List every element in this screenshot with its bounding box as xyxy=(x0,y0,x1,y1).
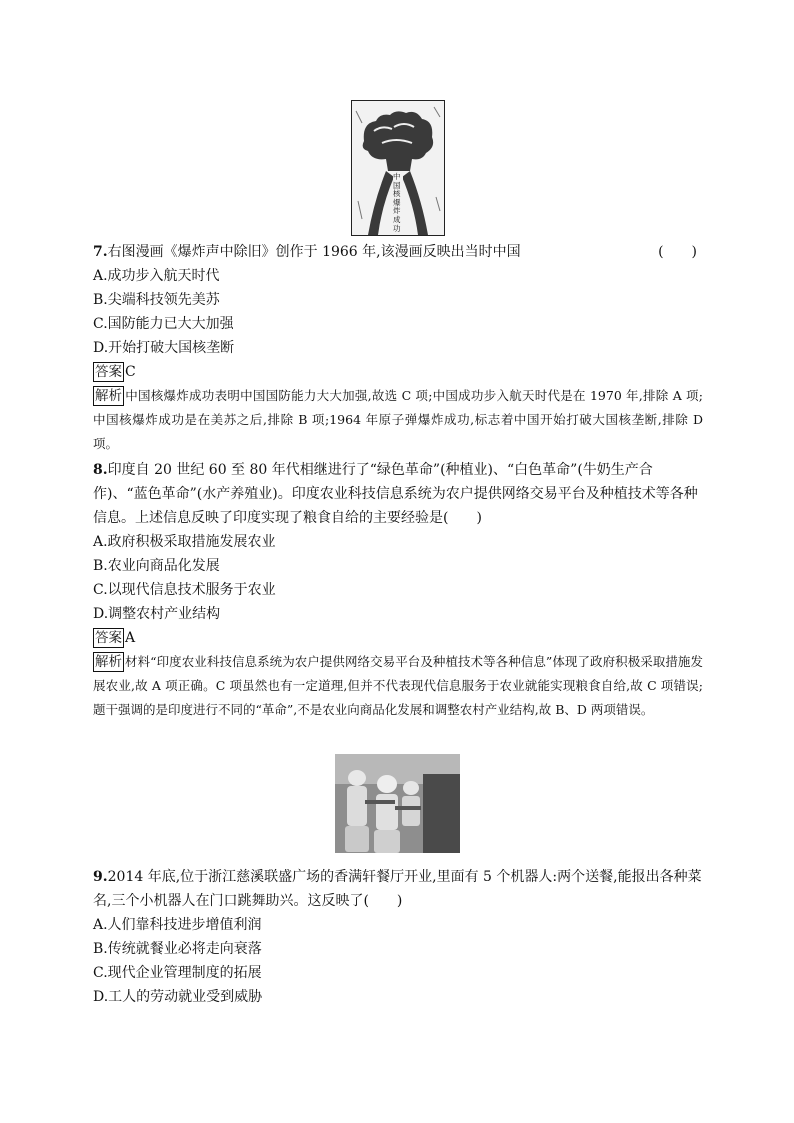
question-stem: 印度自 20 世纪 60 至 80 年代相继进行了“绿色革命”(种植业)、“白色革命”(牛奶生产合作)、“蓝色革命”(水产养殖业)。印度农业科技信息系统为农户提供网络交易平台及种植技术等各种信息。上述信息反映了印度实现了粮食自给的主要经验是( ) xyxy=(93,462,698,526)
question-stem: 2014 年底,位于浙江慈溪联盛广场的香满轩餐厅开业,里面有 5 个机器人:两个送餐,能报出各种菜名,三个小机器人在门口跳舞助兴。这反映了( ) xyxy=(93,869,702,909)
option-d: D.开始打破大国核垄断 xyxy=(93,340,235,356)
answer-tag: 答案 xyxy=(95,630,122,646)
explanation xyxy=(93,650,703,722)
robot-restaurant-photo xyxy=(335,754,460,853)
option-b: B.尖端科技领先美苏 xyxy=(93,292,220,308)
question-number: 7. xyxy=(93,244,108,260)
answer-value: C xyxy=(125,364,136,380)
explanation-tag: 解析 xyxy=(95,654,122,670)
option-c: C.以现代信息技术服务于农业 xyxy=(93,582,276,598)
cartoon-caption-vertical: 中国核爆炸成功 xyxy=(393,173,403,233)
explanation xyxy=(93,384,703,456)
question-stem: 右图漫画《爆炸声中除旧》创作于 1966 年,该漫画反映出当时中国 xyxy=(107,244,521,260)
option-b: B.农业向商品化发展 xyxy=(93,558,220,574)
answer-line xyxy=(93,360,703,384)
option-a: A.政府积极采取措施发展农业 xyxy=(93,534,276,550)
answer-line xyxy=(93,626,703,650)
option-d: D.调整农村产业结构 xyxy=(93,606,221,622)
answer-parentheses: ( ) xyxy=(658,244,697,260)
option-c: C.国防能力已大大加强 xyxy=(93,316,234,332)
question-7 xyxy=(93,240,703,456)
answer-tag: 答案 xyxy=(95,364,122,380)
question-8 xyxy=(93,458,703,722)
question-number: 9. xyxy=(93,869,108,885)
question-number: 8. xyxy=(93,462,108,478)
explanation-text: 中国核爆炸成功表明中国国防能力大大加强,故选 C 项;中国成功步入航天时代是在 1970 年,排除 A 项;中国核爆炸成功是在美苏之后,排除 B 项;1964 年原子弹爆炸成功,标志着中国开始打破大国核垄断,排除 D 项。 xyxy=(93,388,703,451)
option-a: A.人们靠科技进步增值利润 xyxy=(93,917,262,933)
explanation-text: 材料“印度农业科技信息系统为农户提供网络交易平台及种植技术等各种信息”体现了政府积极采取措施发展农业,故 A 项正确。C 项虽然也有一定道理,但并不代表现代信息服务于农业就能实现粮食自给,故 C 项错误;题干强调的是印度进行不同的“革命”,不是农业向商品化发展和调整农村产业结构,故 B、D 两项错误。 xyxy=(93,654,703,717)
option-d: D.工人的劳动就业受到威胁 xyxy=(93,989,263,1005)
option-b: B.传统就餐业必将走向衰落 xyxy=(93,941,262,957)
explanation-tag: 解析 xyxy=(95,388,122,404)
answer-value: A xyxy=(125,630,136,646)
option-c: C.现代企业管理制度的拓展 xyxy=(93,965,262,981)
robot-photo-illustration xyxy=(335,754,460,853)
question-9 xyxy=(93,865,703,1009)
option-a: A.成功步入航天时代 xyxy=(93,268,220,284)
cartoon-image xyxy=(351,100,445,236)
